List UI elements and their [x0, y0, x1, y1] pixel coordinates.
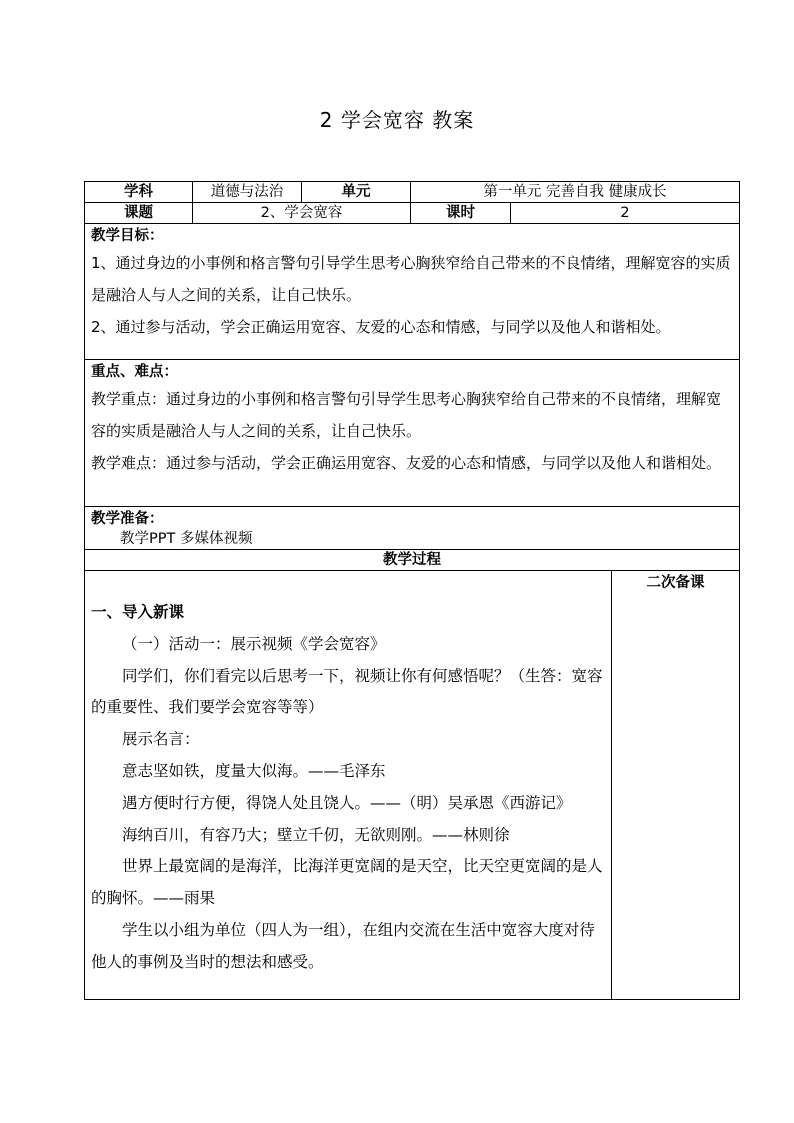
quote: 世界上最宽阔的是海洋，比海洋更宽阔的是天空，比天空更宽阔的是人的胸怀。——雨果	[91, 857, 603, 908]
difficult-point-text: 教学难点：通过参与活动，学会正确运用宽容、友爱的心态和情感，与同学以及他人和谐相处。	[91, 454, 722, 472]
process-row	[85, 571, 740, 1000]
prep-content: 教学PPT 多媒体视频	[120, 531, 253, 547]
quote: 海纳百川，有容乃大；壁立千仞，无欲则刚。——林则徐	[122, 825, 510, 844]
section-heading: 一、导入新课	[91, 603, 185, 621]
lesson-plan-table	[84, 181, 740, 1000]
subject-value: 道德与法治	[193, 182, 302, 203]
second-prep-cell	[612, 571, 740, 1000]
process-header-row	[85, 550, 740, 571]
unit-label: 单元	[302, 182, 411, 203]
goals-row	[85, 224, 740, 360]
goal-item: 2、通过参与活动，学会正确运用宽容、友爱的心态和情感，与同学以及他人和谐相处。	[91, 318, 671, 336]
quote: 意志坚如铁，度量大似海。——毛泽东	[122, 761, 386, 780]
process-heading: 教学过程	[85, 550, 740, 571]
second-prep-heading: 二次备课	[646, 575, 705, 591]
prep-heading: 教学准备：	[91, 511, 164, 527]
activity-title: （一）活动一：展示视频《学会宽容》	[122, 634, 386, 653]
topic-value: 2、学会宽容	[193, 203, 411, 224]
hours-value: 2	[511, 203, 740, 224]
goals-cell	[85, 224, 740, 360]
key-points-cell	[85, 360, 740, 507]
quote: 遇方便时行方便，得饶人处且饶人。——（明）吴承恩《西游记》	[122, 793, 572, 812]
goal-item: 1、通过身边的小事例和格言警句引导学生思考心胸狭窄给自己带来的不良情绪，理解宽容的实质是融洽人与人之间的关系，让自己快乐。	[91, 254, 731, 304]
prep-row	[85, 507, 740, 550]
key-point-text: 教学重点：通过身边的小事例和格言警句引导学生思考心胸狭窄给自己带来的不良情绪，理解宽容的实质是融洽人与人之间的关系，让自己快乐。	[91, 390, 722, 440]
paragraph: 学生以小组为单位（四人为一组），在组内交流在生活中宽容大度对待他人的事例及当时的想法和感受。	[91, 920, 595, 971]
process-content-cell	[85, 571, 612, 1000]
hours-label: 课时	[411, 203, 511, 224]
key-points-heading: 重点、难点：	[91, 364, 178, 380]
paragraph: 同学们，你们看完以后思考一下，视频让你有何感悟呢？（生答：宽容的重要性、我们要学会宽容等等）	[91, 666, 603, 717]
goals-heading: 教学目标：	[91, 228, 164, 244]
prep-cell	[85, 507, 740, 550]
info-row-1	[85, 182, 740, 203]
quotes-intro: 展示名言：	[122, 730, 200, 749]
key-points-row	[85, 360, 740, 507]
unit-value: 第一单元 完善自我 健康成长	[411, 182, 740, 203]
subject-label: 学科	[85, 182, 193, 203]
topic-label: 课题	[85, 203, 193, 224]
page-title: 2 学会宽容 教案	[319, 108, 475, 132]
info-row-2	[85, 203, 740, 224]
